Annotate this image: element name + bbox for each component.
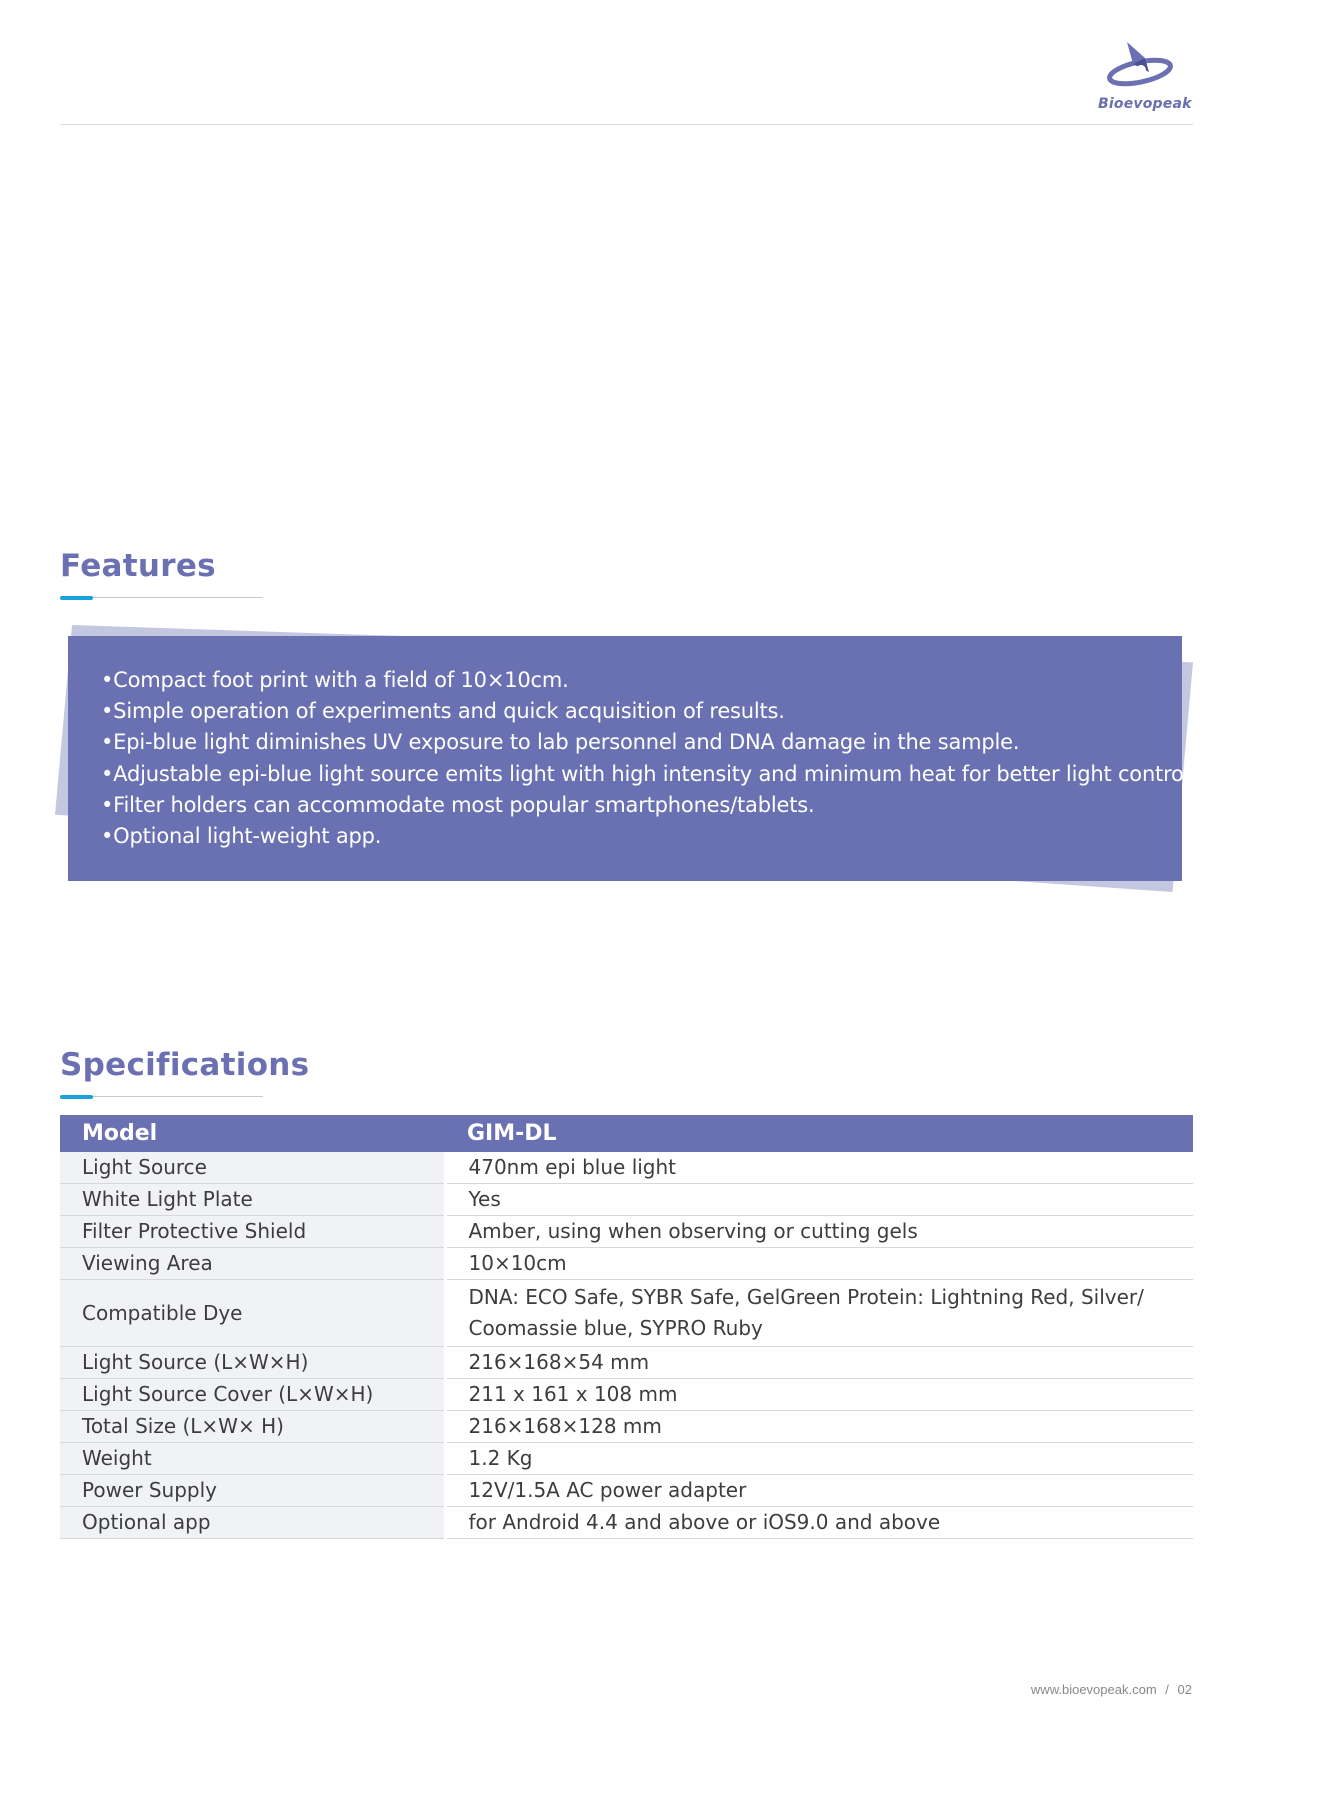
features-list: [68, 636, 1196, 852]
specifications-title-accent: [60, 1095, 93, 1099]
spec-value: 211 x 161 x 108 mm: [445, 1379, 1193, 1411]
specifications-table: [60, 1115, 1193, 1539]
header-divider: [60, 124, 1193, 125]
spec-label: Optional app: [60, 1507, 445, 1539]
spec-value: 12V/1.5A AC power adapter: [445, 1475, 1193, 1507]
table-row: [60, 1280, 1193, 1347]
spec-value: Yes: [445, 1184, 1193, 1216]
header-model-label: Model: [60, 1115, 445, 1152]
spec-value: 470nm epi blue light: [445, 1152, 1193, 1184]
spec-label: Compatible Dye: [60, 1280, 445, 1347]
table-row: [60, 1443, 1193, 1475]
footer-separator: /: [1165, 1682, 1169, 1697]
spec-value: 1.2 Kg: [445, 1443, 1193, 1475]
feature-item: •Filter holders can accommodate most popular smartphones/tablets.: [101, 792, 815, 817]
table-row: [60, 1475, 1193, 1507]
specifications-title: Specifications: [60, 1047, 310, 1083]
page-footer: [1031, 1682, 1192, 1697]
table-row: [60, 1248, 1193, 1280]
bioevopeak-logo-icon: [1105, 38, 1175, 94]
features-box: [68, 636, 1196, 881]
spec-label: Total Size (L×W× H): [60, 1411, 445, 1443]
spec-label: Light Source: [60, 1152, 445, 1184]
table-row: [60, 1411, 1193, 1443]
spec-label: Viewing Area: [60, 1248, 445, 1280]
spec-value: [445, 1280, 1193, 1347]
table-row: [60, 1216, 1193, 1248]
spec-value: 216×168×128 mm: [445, 1411, 1193, 1443]
feature-item: •Optional light-weight app.: [101, 824, 382, 849]
spec-label: Filter Protective Shield: [60, 1216, 445, 1248]
features-title: Features: [60, 548, 216, 584]
brand-name: Bioevopeak: [1098, 96, 1192, 112]
table-row: [60, 1347, 1193, 1379]
spec-value-line: Coomassie blue, SYPRO Ruby: [468, 1316, 763, 1340]
spec-value-line: DNA: ECO Safe, SYBR Safe, GelGreen Protein: Lightning Red, Silver/: [468, 1285, 1144, 1309]
feature-item: •Epi-blue light diminishes UV exposure to lab personnel and DNA damage in the sample.: [101, 730, 1020, 755]
spec-value: 216×168×54 mm: [445, 1347, 1193, 1379]
spec-value: 10×10cm: [445, 1248, 1193, 1280]
spec-label: Light Source (L×W×H): [60, 1347, 445, 1379]
footer-page-number: 02: [1177, 1682, 1192, 1697]
spec-value: Amber, using when observing or cutting gels: [445, 1216, 1193, 1248]
feature-item: •Simple operation of experiments and quick acquisition of results.: [101, 699, 785, 724]
spec-value: for Android 4.4 and above or iOS9.0 and above: [445, 1507, 1193, 1539]
spec-label: Weight: [60, 1443, 445, 1475]
brand-logo: [1098, 38, 1192, 118]
table-header-row: [60, 1115, 1193, 1152]
features-title-accent: [60, 596, 93, 600]
feature-item: •Adjustable epi-blue light source emits light with high intensity and minimum heat for better light control.: [101, 761, 1196, 786]
header-model-value: GIM-DL: [445, 1115, 1193, 1152]
table-row: [60, 1152, 1193, 1184]
feature-item: •Compact foot print with a field of 10×10cm.: [101, 668, 569, 692]
spec-label: Power Supply: [60, 1475, 445, 1507]
spec-label: Light Source Cover (L×W×H): [60, 1379, 445, 1411]
table-row: [60, 1184, 1193, 1216]
table-row: [60, 1507, 1193, 1539]
table-row: [60, 1379, 1193, 1411]
spec-label: White Light Plate: [60, 1184, 445, 1216]
footer-website-link[interactable]: www.bioevopeak.com: [1030, 1682, 1157, 1697]
